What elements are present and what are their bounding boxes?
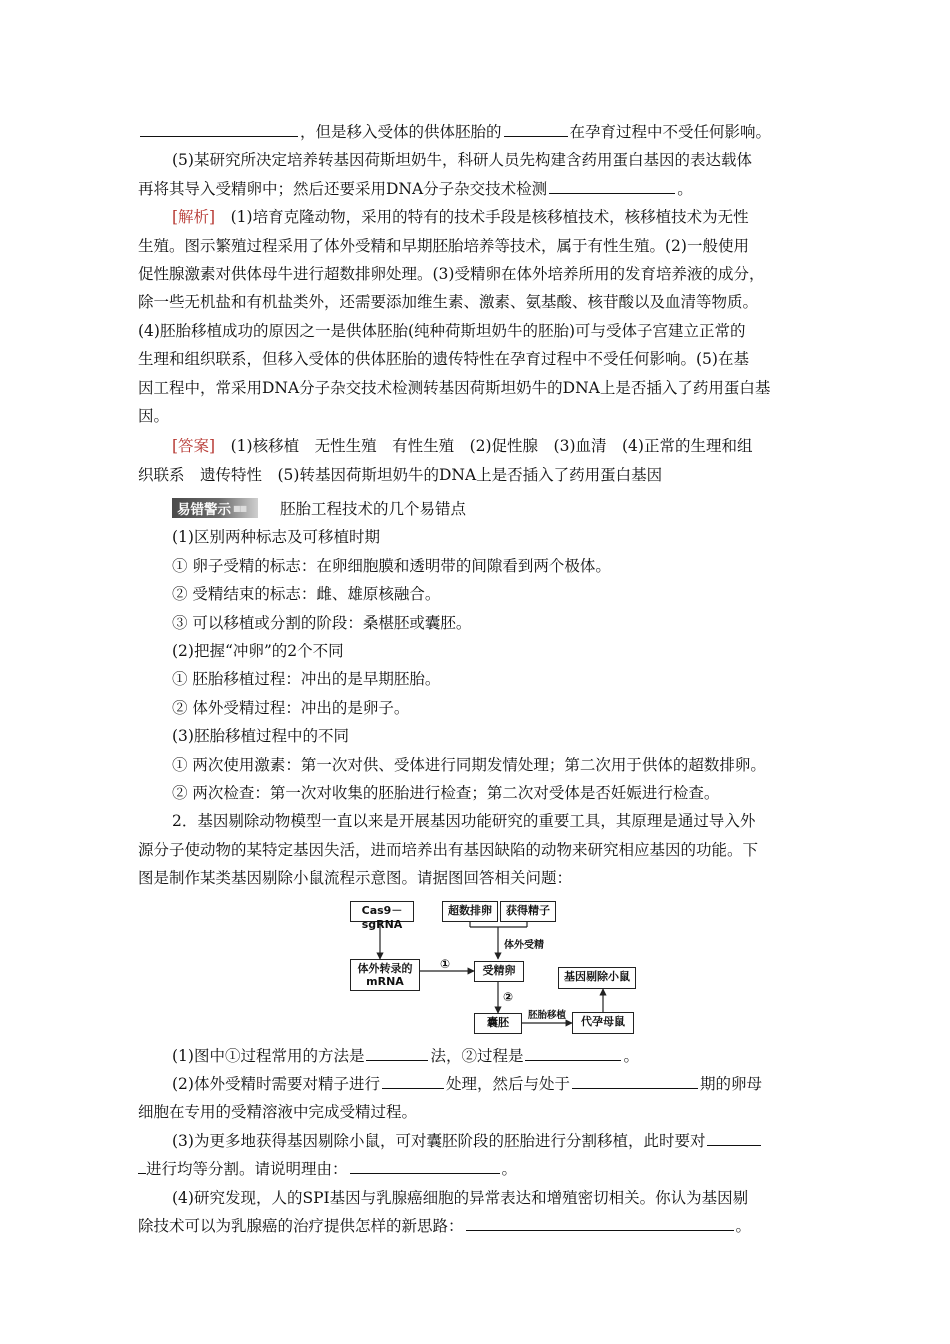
dots-icon: ■■ <box>233 503 247 514</box>
list-item: (1)区别两种标志及可移植时期 <box>172 528 380 547</box>
continuation-line: ，但是移入受体的供体胚胎的 在孕育过程中不受任何影响。 <box>138 118 818 146</box>
answer-blank[interactable] <box>707 1129 761 1146</box>
list-item: (3)胚胎移植过程中的不同 <box>172 727 349 746</box>
question-2: 2．基因剔除动物模型一直以来是开展基因功能研究的重要工具，其原理是通过导入外 源分子使动物的某特定基因失活，进而培养出有基因缺陷的动物来研究相应基因的功能。下 图是制作某类基因剔除小鼠流程示意图。请据图回答相关问题： <box>138 812 759 888</box>
flow-diagram <box>350 901 650 1036</box>
in-vitro-fertilization-label: 体外受精 <box>504 939 544 951</box>
list-item: ② 受精结束的标志：雌、雄原核融合。 <box>172 585 441 604</box>
mrna-box: 体外转录的 mRNA <box>350 959 420 991</box>
list-item: ② 体外受精过程：冲出的是卵子。 <box>172 698 410 717</box>
answer-blank[interactable] <box>549 177 675 194</box>
answer-blank[interactable] <box>350 1157 500 1174</box>
embryo-transfer-label: 胚胎移植 <box>528 1009 567 1021</box>
warning-list <box>138 523 818 807</box>
sub-questions: (1)图中①过程常用的方法是 法，②过程是 。 (2)体外受精时需要对精子进行 处理，然后与处于 期的卵母 细胞在专用的受精溶液中完成受精过程。 (3)为更多地获得基因剔除小鼠，可对囊胚阶段的胚胎进行分割移植，此时要对 进行均等分割。请说明理由： 。 (4)研究发现，人的SPI基因与乳腺癌细胞的异常表达和增殖密切相关。你认为基因剔 除技术可以为乳腺癌的治疗提供怎样的新思路： 。 <box>138 1042 818 1241</box>
answer-blank[interactable] <box>140 120 298 137</box>
warning-title: 胚胎工程技术的几个易错点 <box>280 500 467 519</box>
answer-blank[interactable] <box>466 1214 734 1231</box>
answer-blank[interactable] <box>525 1044 621 1061</box>
list-item: ① 胚胎移植过程：冲出的是早期胚胎。 <box>172 670 441 689</box>
answer-blank[interactable] <box>138 1157 146 1174</box>
document-page <box>138 118 818 1240</box>
zygote-box: 受精卵 <box>474 961 524 982</box>
answer-blank[interactable] <box>382 1072 444 1089</box>
warning-header <box>172 493 818 523</box>
analysis-tag: [解析] <box>172 208 216 227</box>
question-5: (5)某研究所决定培养转基因荷斯坦奶牛，科研人员先构建含药用蛋白基因的表达载体 再将其导入受精卵中；然后还要采用DNA分子杂交技术检测 。 <box>138 151 752 198</box>
warning-badge: 易错警示 ■■ <box>172 498 258 518</box>
list-item: ① 两次使用激素：第一次对供、受体进行同期发情处理；第二次用于供体的超数排卵。 <box>172 755 766 774</box>
answer-tag: [答案] <box>172 437 216 456</box>
cas9-box: Cas9－sgRNA <box>350 901 414 922</box>
superovulation-box: 超数排卵 <box>442 901 498 922</box>
answer-blank[interactable] <box>572 1072 698 1089</box>
list-item: ① 卵子受精的标志：在卵细胞膜和透明带的间隙看到两个极体。 <box>172 556 611 575</box>
surrogate-mouse-box: 代孕母鼠 <box>572 1012 634 1034</box>
list-item: (2)把握“冲卵”的2个不同 <box>172 641 344 660</box>
analysis-section: [解析] (1)培育克隆动物，采用的特有的技术手段是核移植技术，核移植技术为无性 生殖。图示繁殖过程采用了体外受精和早期胚胎培养等技术，属于有性生殖。(2)一般使用 促性腺激素对供体母牛进行超数排卵处理。(3)受精卵在体外培养所用的发育培养液的成分， 除一些无机盐和有机盐类外，还需要添加维生素、激素、氨基酸、核苷酸以及血清等物质。 (4)胚胎移植成功的原因之一是供体胚胎(纯种荷斯坦奶牛的胚胎)可与受体子宫建立正常的 生理和组织联系，但移入受体的供体胚胎的遗传特性在孕育过程中不受任何影响。(5)在基 因工程中，常采用DNA分子杂交技术检测转基因荷斯坦奶牛的DNA上是否插入了药用蛋白基 因。 <box>138 208 771 426</box>
step-2-label: ② <box>503 989 514 1004</box>
list-item: ③ 可以移植或分割的阶段：桑椹胚或囊胚。 <box>172 613 472 632</box>
answer-blank[interactable] <box>504 120 568 137</box>
answer-section: [答案] (1)核移植 无性生殖 有性生殖 (2)促性腺 (3)血清 (4)正常的生理和组 织联系 遗传特性 (5)转基因荷斯坦奶牛的DNA上是否插入了药用蛋白基因 <box>138 437 753 484</box>
blastocyst-box: 囊胚 <box>474 1013 522 1034</box>
get-sperm-box: 获得精子 <box>500 901 556 922</box>
list-item: ② 两次检查：第一次对收集的胚胎进行检查；第二次对受体是否妊娠进行检查。 <box>172 783 720 802</box>
step-1-label: ① <box>440 956 451 971</box>
knockout-mouse-box: 基因剔除小鼠 <box>558 967 636 989</box>
answer-blank[interactable] <box>366 1044 428 1061</box>
